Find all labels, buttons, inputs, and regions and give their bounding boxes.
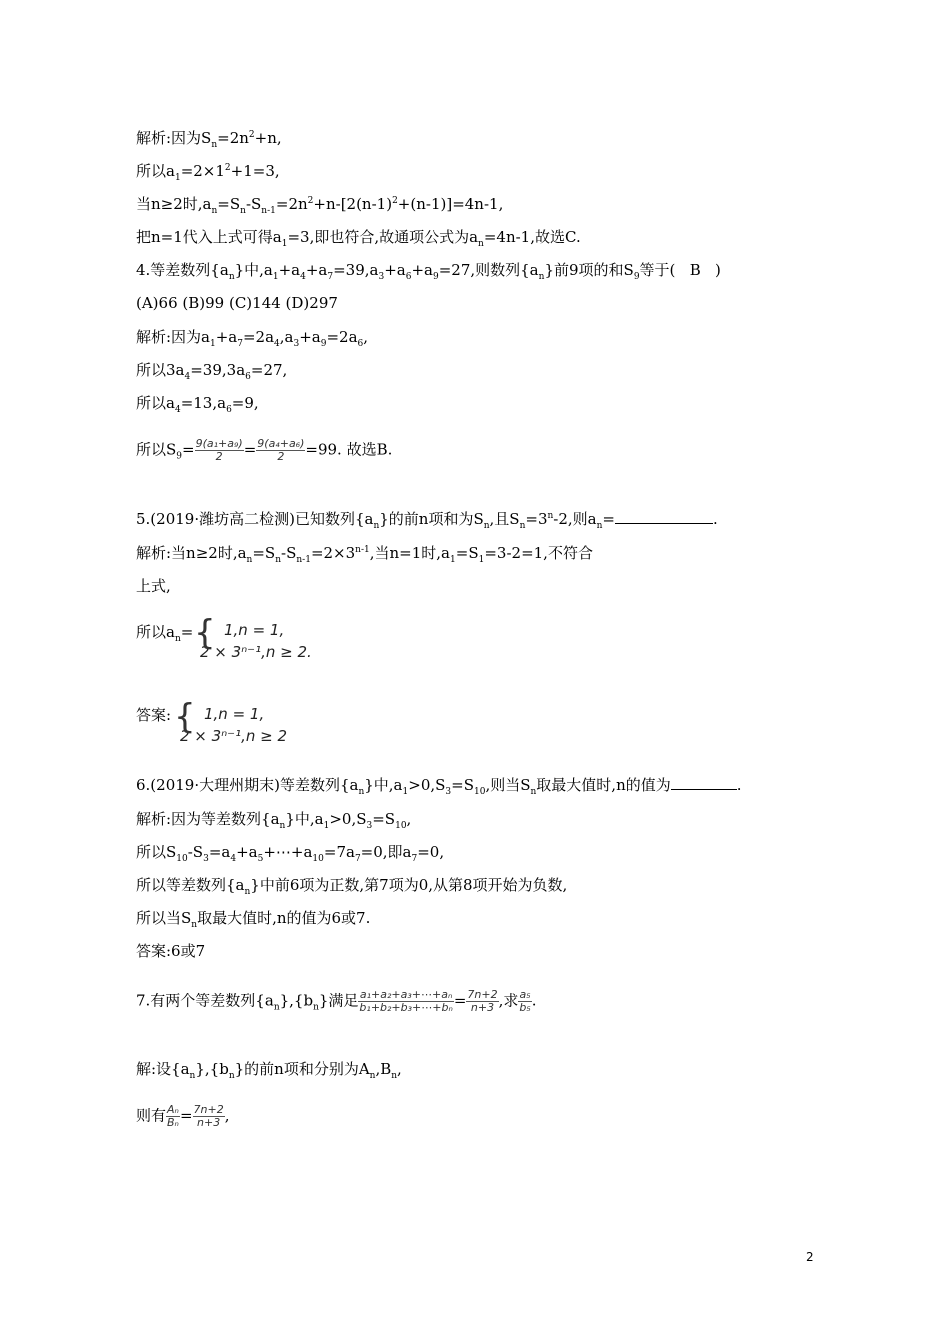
- solution-5-line-1: 解析:当n≥2时$,a_n=S_n-S_{n-1}=2\times 3^{n-1}$,当n=1时$,a_1=S_1=3-2=1$,不符合: [136, 544, 593, 565]
- question-6: 6.(2019·大理州期末)等差数列$\{a_n\}$中$,a_1>0,S_3=S_{10}$,则当$S_n$取最大值时,n的值为 .: [136, 776, 742, 797]
- answer-blank[interactable]: [671, 775, 737, 790]
- solution-6-line-2: 所以$S_{10}-S_3=a_4+a_5+\cdots+a_{10}=7a_7=0$,即$a_7=0$,: [136, 843, 445, 864]
- fraction: $\frac{\text{a₁+a₂+a₃+⋯+aₙ}}{\text{b₁+b₂+b₃+⋯+bₙ}}$: [359, 988, 453, 1014]
- solution-6-line-1: 解析:因为等差数列$\{a_n\}$中$,a_1>0,S_3=S_{10}$,: [136, 810, 412, 831]
- solution-5-line-3: 所以$a_n=$: [136, 623, 194, 644]
- fraction: $\frac{\text{9(a₄+a₆)}}{2}$: [257, 437, 305, 463]
- fraction: $\frac{7n+2}{n+3}$: [193, 1103, 224, 1129]
- solution-3-line-1: 解析:因为$S_n=2n^2+n$,: [136, 129, 282, 150]
- question-4-options: (A)66 (B)99 (C)144 (D)297: [136, 294, 338, 312]
- solution-4-line-1: 解析:因为$a_1+a_7=2a_4,a_3+a_9=2a_6$,: [136, 328, 369, 349]
- solution-5-line-2: 上式,: [136, 577, 171, 595]
- solution-4-line-2: 所以$3a_4=39,3a_6=27$,: [136, 361, 288, 382]
- fraction: $\frac{7n+2}{n+3}$: [467, 988, 498, 1014]
- fraction: $\frac{\text{9(a₁+a₉)}}{2}$: [195, 437, 243, 463]
- solution-6-line-3: 所以等差数列$\{a_n\}$中前6项为正数,第7项为0,从第8项开始为负数,: [136, 876, 568, 897]
- answer-5-label: 答案:: [136, 706, 172, 724]
- solution-3-line-2: 所以$a_1=2\times 1^2+1=3$,: [136, 162, 280, 183]
- page-number: 2: [806, 1250, 814, 1264]
- solution-7-line-2: 则有 $\frac{\text{Aₙ}}{\text{Bₙ}}$ = $\frac{7n+2}{n+3}$ ,: [136, 1103, 230, 1129]
- answer-6: 答案:6或7: [136, 942, 206, 960]
- fraction: $\frac{\text{Aₙ}}{\text{Bₙ}}$: [167, 1103, 179, 1129]
- piecewise-formula: { 1,n = 1, 2 × 3ⁿ⁻¹,n ≥ 2.: [194, 613, 312, 661]
- solution-3-line-3: 当n≥2时$,a_n=S_n-S_{n-1}=2n^2+n-[2(n-1)^2+(n-1)]=4n-1$,: [136, 195, 504, 216]
- solution-7-line-1: 解:设$\{a_n\},\{b_n\}$的前n项和分别为$A_n,B_n$,: [136, 1060, 402, 1081]
- solution-3-line-4: 把n=1代入上式可得$a_1=3$,即也符合,故通项公式为$a_n=4n-1$,故选C.: [136, 228, 581, 249]
- question-5: 5.(2019·潍坊高二检测)已知数列$\{a_n\}$的前n项和为$S_n$,且$S_n=3^n-2$,则$a_n=$ .: [136, 510, 718, 531]
- piecewise-answer: { 1,n = 1, 2 × 3ⁿ⁻¹,n ≥ 2: [174, 697, 288, 745]
- solution-4-line-3: 所以$a_4=13,a_6=9$,: [136, 394, 259, 415]
- solution-6-line-4: 所以当$S_n$取最大值时,n的值为6或7.: [136, 909, 371, 930]
- solution-4-line-4: 所以$S_9=$ $\frac{\text{9(a₁+a₉)}}{2}$ = $\frac{\text{9(a₄+a₆)}}{2}$ =99. 故选B.: [136, 437, 393, 463]
- fraction: $\frac{\text{a₅}}{\text{b₅}}$: [519, 988, 531, 1014]
- answer-blank[interactable]: [615, 509, 713, 524]
- question-7: 7.有两个等差数列$\{a_n\},\{b_n\}$满足 $\frac{\text{a₁+a₂+a₃+⋯+aₙ}}{\text{b₁+b₂+b₃+⋯+bₙ}}$ = $\frac{7n+2}{n+3}$ ,求 $\frac{\text{a₅}}{\text{b₅}}$ .: [136, 988, 537, 1014]
- question-4: 4.等差数列$\{a_n\}$中$,a_1+a_4+a_7=39,a_3+a_6+a_9=27$,则数列$\{a_n\}$前9项的和$S_9$等于( B ): [136, 261, 721, 282]
